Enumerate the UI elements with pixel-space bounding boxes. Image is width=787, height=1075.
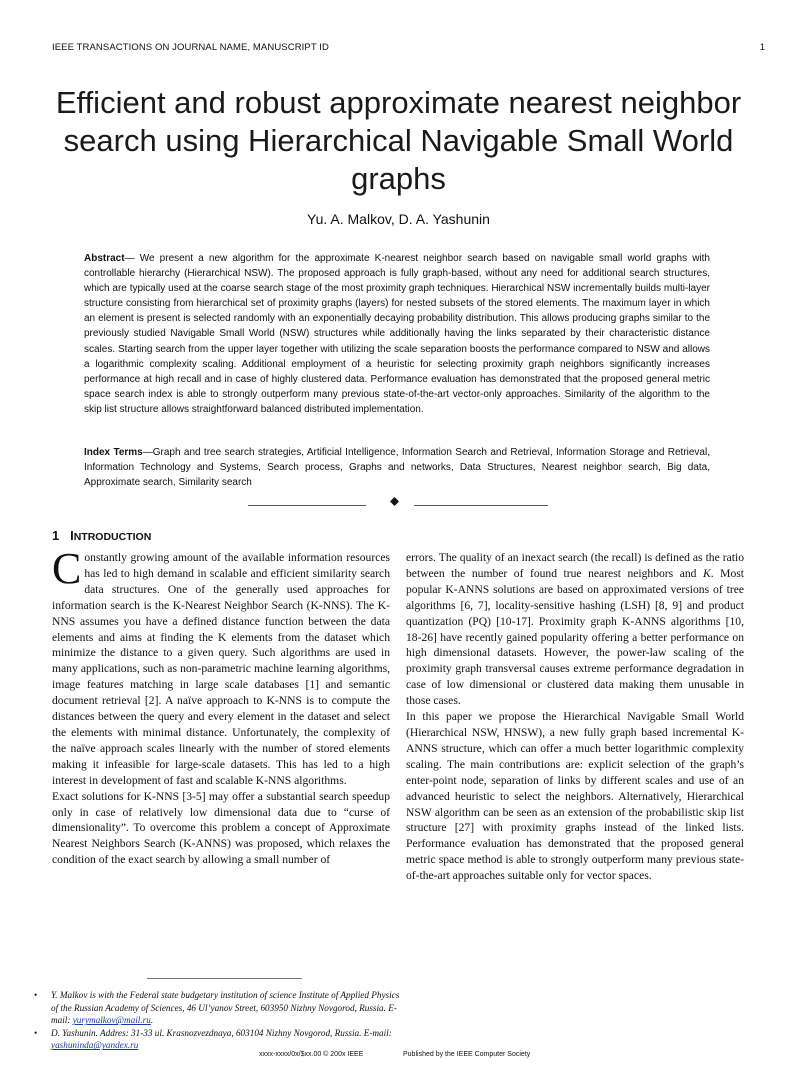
paragraph: In this paper we propose the Hierarchical Navigable Small World (Hierarchical NSW, HNSW), a new fully graph based incremental K-ANNS structure, which can offer a much better logarithmic complexity scaling. The main contributions are: explicit selection of the graph’s enter-point node, separation of links by different scales and use of an advanced heuristic to select the neighbors. Alternatively, Hierarchical NSW algorithm can be seen as an extension of the probabilistic skip list structure [27] with proximity graphs instead of the linked lists. Performance evaluation has demonstrated that the proposed general metric space method is able to strongly outperform many previous state-of-the-art approaches suitable only for vector spaces.: [406, 710, 744, 883]
section-title-rest: NTRODUCTION: [73, 531, 152, 543]
index-terms: [84, 445, 710, 490]
footer-copyright: xxxx-xxxx/0x/$xx.00 © 200x IEEE: [259, 1051, 364, 1058]
footnote-text: Y. Malkov is with the Federal state budgetary institution of science Institute of Applied Physics of the Russian Academy of Sciences, 46 Ul’yanov Street, 603950 Nizhny Novgorod, Russia. E-mail:: [51, 990, 400, 1026]
footnote: [34, 1027, 406, 1052]
bullet-icon: •: [34, 990, 38, 1000]
bullet-icon: •: [34, 1027, 38, 1038]
footnote-rule: [147, 978, 302, 979]
variable-k: K: [702, 566, 711, 580]
separator-line-left: [248, 505, 366, 506]
body-column-right: [406, 550, 744, 884]
index-terms-label: Index Terms: [84, 447, 143, 458]
index-terms-text: —Graph and tree search strategies, Artificial Intelligence, Information Search and Retrieval, Information Storage and Retrieval, Information Technology and Systems, Search process, Graphs and networks, Data Structures, Nearest neighbor search, Big data, Approximate search, Similarity search: [84, 447, 710, 489]
paragraph: Exact solutions for K-NNS [3-5] may offer a substantial search speedup only in case of relatively low dimensional data due to “curse of dimensionality”. To overcome this problem a concept of Approximate Nearest Neighbors Search (K-ANNS) was proposed, which relaxes the condition of the exact search by allowing a small number of: [52, 789, 390, 867]
footnote: • Y. Malkov is with the Federal state budgetary institution of science Institute of Applied Physics of the Russian Academy of Sciences, 46 Ul’yanov Street, 603950 Nizhny Novgorod, Russia. E-mail: yurymalkov@mail.ru.: [34, 990, 400, 1026]
footnotes: [34, 989, 406, 1052]
running-head: IEEE TRANSACTIONS ON JOURNAL NAME, MANUSCRIPT ID: [52, 42, 329, 53]
abstract-label: Abstract: [84, 253, 125, 264]
paragraph-text: onstantly growing amount of the available information resources has led to high demand in scalable and efficient similarity search data structures. One of the generally used approaches for information search is the K-Nearest Neighbor Search (K-NNS). The K-NNS assumes you have a defined distance function between the data elements and aims at finding the K elements from the dataset which minimize the distance to a given query. Such algorithms are used in many applications, such as non-parametric machine learning algorithms, image features matching in large scale databases [1] and semantic document retrieval [2]. A naïve approach to K-NNS is to compute the distances between the query and every element in the dataset and select the elements with minimal distance. Unfortunately, the complexity of the naïve approach scales linearly with the number of stored elements making it infeasible for large-scale datasets. This has led to a high interest in development of fast and scalable K-NNS algorithms.: [52, 551, 390, 787]
footnote-text: D. Yashunin. Addres: 31-33 ul. Krasnozvezdnaya, 603104 Nizhny Novgorod, Russia. E-mail:: [51, 1027, 392, 1038]
email-link[interactable]: yurymalkov@mail.ru: [72, 1015, 151, 1026]
section-title-initial: I: [70, 528, 74, 543]
paragraph-text: errors. The quality of an inexact search (the recall) is defined as the ratio between the number of found true nearest neighbors and: [406, 551, 744, 580]
paper-title: Efficient and robust approximate nearest neighbor search using Hierarchical Navigable Small World graphs: [55, 85, 742, 196]
page-number: 1: [759, 42, 765, 53]
drop-cap: C: [52, 544, 82, 593]
paragraph: [406, 550, 744, 709]
abstract-text: — We present a new algorithm for the approximate K-nearest neighbor search based on navigable small world graphs with controllable hierarchy (Hierarchical NSW). The proposed approach is fully graph-based, without any need for additional search structures, which are typically used at the coarse search stage of the most proximity graph techniques. Hierarchical NSW incrementally builds multi-layer structure consisting from hierarchical set of proximity graphs (layers) for nested subsets of the stored elements. The maximum layer in which an element is present is selected randomly with an exponentially decaying probability distribution. This allows producing graphs similar to the previously studied Navigable Small World (NSW) structures while additionally having the links separated by their characteristic distance scales. Starting search from the upper layer together with utilizing the scale separation boosts the performance compared to NSW and allows a logarithmic complexity scaling. Additional employment of a heuristic for selecting proximity graph neighbors significantly increases performance at high recall and in case of highly clustered data. Performance evaluation has demonstrated that the proposed general metric space search index is able to strongly outperform many previous state-of-the-art vector-only approaches. Similarity of the algorithm to the skip list structure allows straightforward balanced distributed implementation.: [84, 253, 710, 415]
section-number: 1: [52, 528, 60, 543]
body-column-left: [52, 544, 390, 868]
email-link[interactable]: yashuninda@yandex.ru: [51, 1040, 139, 1051]
separator-line-right: [414, 505, 548, 506]
diamond-icon: [390, 497, 399, 506]
section-heading: [52, 528, 151, 543]
paragraph-text: . Most popular K-ANNS solutions are based on approximated versions of tree algorithms [6, 7], locality-sensitive hashing (LSH) [8, 9] and product quantization (PQ) [10-17]. Proximity graph K-ANNS algorithms [10, 18-26] have recently gained popularity offering a better performance on high dimensional datasets. However, the power-law scaling of the proximity graph transversal causes extreme performance degradation in case of low dimensional or clustered data making them unusable in those cases.: [406, 566, 744, 708]
footer-publisher: Published by the IEEE Computer Society: [403, 1051, 531, 1058]
paper-authors: Yu. A. Malkov, D. A. Yashunin: [307, 211, 490, 227]
abstract: [84, 251, 710, 417]
paragraph: [52, 544, 390, 789]
